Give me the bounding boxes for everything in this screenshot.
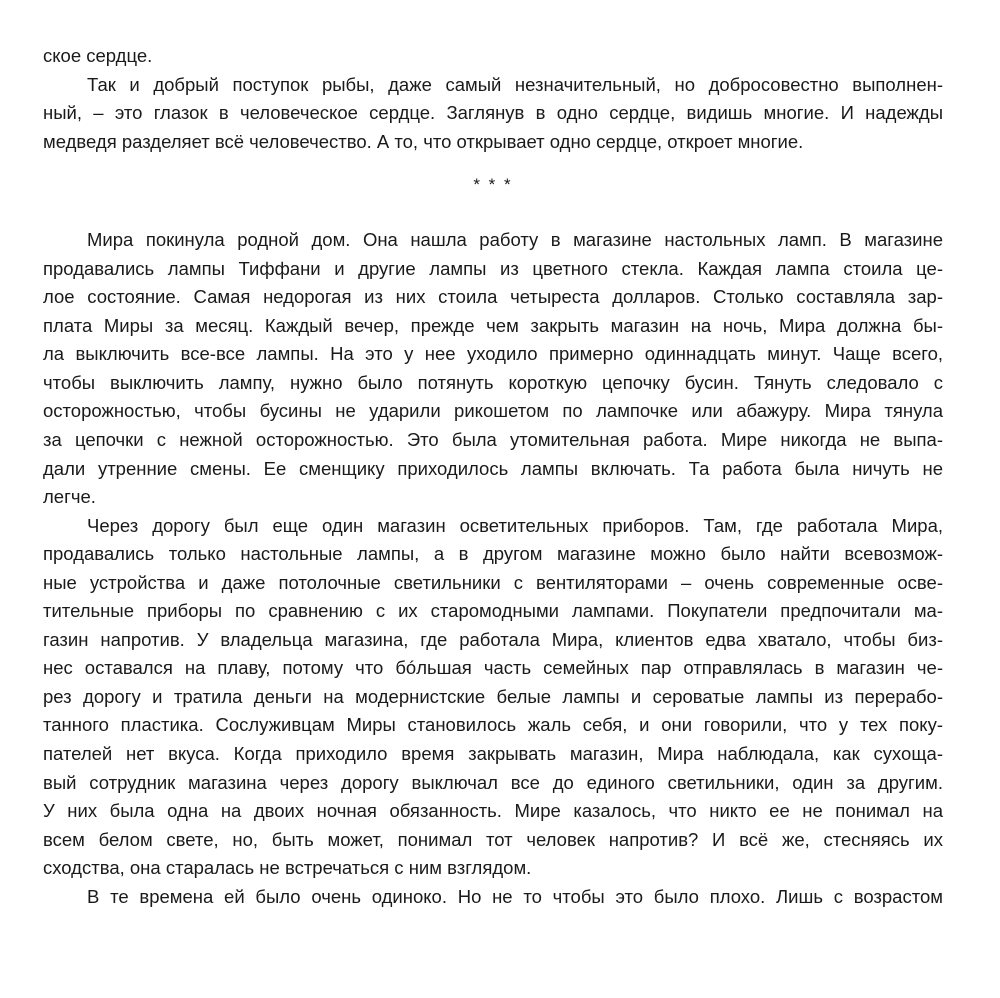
text-line: легче. bbox=[43, 486, 96, 508]
text-line: продавались лампы Тиффани и другие лампы из цветного стекла. Каждая лампа стоила це- bbox=[43, 257, 943, 279]
text-block-top bbox=[43, 42, 943, 156]
text-line: медведя разделяет всё человечество. А то, что открывает одно сердце, откроет многие. bbox=[43, 130, 804, 152]
text-line: за цепочки с нежной осторожностью. Это была утомительная работа. Мире никогда не выпа- bbox=[43, 429, 943, 451]
text-line: У них была одна на двоих ночная обязанность. Мире казалось, что никто ее не понимал на bbox=[43, 800, 943, 822]
text-line: рез дорогу и тратила деньги на модернистские белые лампы и сероватые лампы из перерабо- bbox=[43, 685, 943, 707]
text-line: чтобы выключить лампу, нужно было потянуть короткую цепочку бусин. Тянуть следовало с bbox=[43, 371, 943, 393]
text-line: танного пластика. Сослуживцам Миры становилось жаль себя, и они говорили, что у тех поку- bbox=[43, 714, 943, 736]
paragraph bbox=[43, 71, 943, 157]
text-line: ные устройства и даже потолочные светильники с вентиляторами – очень современные осве- bbox=[43, 571, 943, 593]
text-line: сходства, она старалась не встречаться с ним взглядом. bbox=[43, 857, 532, 879]
text-block-bottom bbox=[43, 226, 943, 911]
text-line: В те времена ей было очень одиноко. Но не то чтобы это было плохо. Лишь с возрастом bbox=[87, 885, 943, 907]
text-line: ный, – это глазок в человеческое сердце. Заглянув в одно сердце, видишь многие. И надежды bbox=[43, 102, 943, 124]
paragraph bbox=[43, 883, 943, 912]
paragraph bbox=[43, 42, 943, 71]
text-line: Через дорогу был еще один магазин осветительных приборов. Там, где работала Мира, bbox=[87, 514, 943, 536]
text-line: Мира покинула родной дом. Она нашла работу в магазине настольных ламп. В магазине bbox=[87, 229, 943, 251]
text-line: нес оставался на плаву, потому что бóльшая часть семейных пар отправлялась в магазин че- bbox=[43, 657, 943, 679]
text-line: всем белом свете, но, быть может, понимал тот человек напротив? И всё же, стесняясь их bbox=[43, 828, 943, 850]
text-line: осторожностью, чтобы бусины не ударили рикошетом по лампочке или абажуру. Мира тянула bbox=[43, 400, 943, 422]
document-page bbox=[43, 42, 943, 911]
paragraph bbox=[43, 512, 943, 883]
text-line: тительные приборы по сравнению с их старомодными лампами. Покупатели предпочитали ма- bbox=[43, 600, 943, 622]
text-line: ла выключить все-все лампы. На это у нее уходило примерно одиннадцать минут. Чаще всего, bbox=[43, 343, 943, 365]
section-separator: * * * bbox=[473, 175, 513, 195]
text-line: пателей нет вкуса. Когда приходило время закрывать магазин, Мира наблюдала, как сухоща- bbox=[43, 743, 943, 765]
text-line: продавались только настольные лампы, а в другом магазине можно было найти всевозмож- bbox=[43, 543, 943, 565]
text-line: газин напротив. У владельца магазина, где работала Мира, клиентов едва хватало, чтобы биз- bbox=[43, 628, 943, 650]
section-gap bbox=[43, 199, 943, 226]
text-line: ское сердце. bbox=[43, 45, 153, 66]
text-line: вый сотрудник магазина через дорогу выключал все до единого светильники, один за другим. bbox=[43, 771, 943, 793]
paragraph bbox=[43, 226, 943, 511]
text-line: Так и добрый поступок рыбы, даже самый незначительный, но добросовестно выполнен- bbox=[87, 73, 943, 95]
text-line: дали утренние смены. Ее сменщику приходилось лампы включать. Та работа была ничуть не bbox=[43, 457, 943, 479]
text-line: лое состояние. Самая недорогая из них стоила четыреста долларов. Столько составляла зар- bbox=[43, 286, 943, 308]
text-line: плата Миры за месяц. Каждый вечер, прежде чем закрыть магазин на ночь, Мира должна бы- bbox=[43, 314, 943, 336]
